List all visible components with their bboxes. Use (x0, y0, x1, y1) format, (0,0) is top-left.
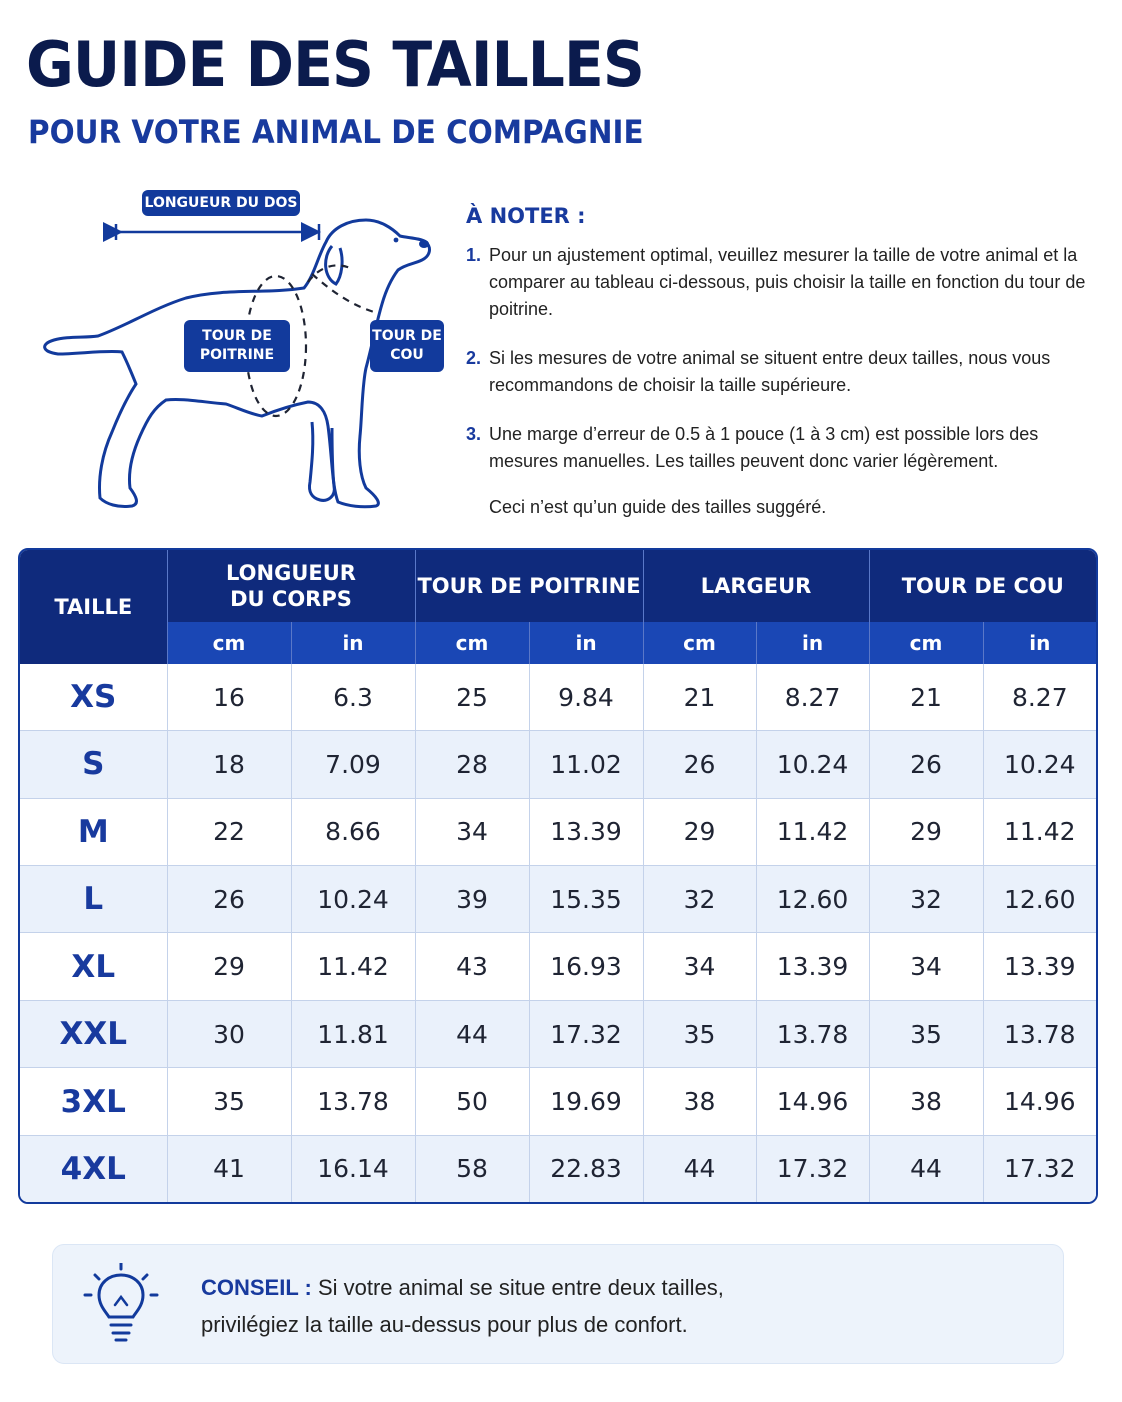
unit-header-cm: cm (167, 622, 291, 664)
measurement-cell: 11.42 (756, 798, 869, 865)
table-row (20, 933, 1096, 1000)
tip-text: CONSEIL : Si votre animal se situe entre deux tailles, privilégiez la taille au-dessus pour plus de confort. (201, 1275, 724, 1337)
measurement-cell: 8.27 (756, 664, 869, 731)
measurement-cell: 29 (869, 798, 983, 865)
measurement-cell: 30 (167, 1000, 291, 1067)
table-row (20, 1135, 1096, 1202)
measurement-cell: 39 (415, 866, 529, 933)
measurement-cell: 16.14 (291, 1135, 415, 1202)
size-cell: XL (20, 933, 167, 1000)
measurement-cell: 34 (643, 933, 756, 1000)
measurement-cell: 14.96 (756, 1068, 869, 1135)
note-item: 1. Pour un ajustement optimal, veuillez mesurer la taille de votre animal et la comparer au tableau ci-dessous, puis choisir la taille en fonction du tour de poitrine. (466, 245, 1086, 319)
measurement-cell: 34 (869, 933, 983, 1000)
measurement-cell: 13.39 (756, 933, 869, 1000)
notes-heading: À NOTER : (466, 204, 586, 228)
measurement-cell: 8.66 (291, 798, 415, 865)
measurement-cell: 19.69 (529, 1068, 643, 1135)
measurement-cell: 17.32 (756, 1135, 869, 1202)
measurement-cell: 11.02 (529, 731, 643, 798)
unit-header-in: in (756, 622, 869, 664)
note-item: 2. Si les mesures de votre animal se situent entre deux tailles, nous vous recommandons de choisir la taille supérieure. (466, 348, 1051, 395)
measurement-cell: 50 (415, 1068, 529, 1135)
measurement-cell: 35 (643, 1000, 756, 1067)
table-row (20, 798, 1096, 865)
unit-header-cm: cm (869, 622, 983, 664)
measurement-cell: 13.39 (529, 798, 643, 865)
measurement-cell: 35 (869, 1000, 983, 1067)
measurement-cell: 58 (415, 1135, 529, 1202)
measurement-cell: 34 (415, 798, 529, 865)
measurement-cell: 13.78 (756, 1000, 869, 1067)
measurement-cell: 17.32 (983, 1135, 1096, 1202)
neck-tag: TOUR DE COU (370, 320, 444, 372)
unit-header-in: in (291, 622, 415, 664)
size-column-header: TAILLE (20, 550, 167, 664)
back-length-tag: LONGUEUR DU DOS (142, 190, 300, 216)
measurement-cell: 9.84 (529, 664, 643, 731)
measurement-cell: 43 (415, 933, 529, 1000)
measurement-cell: 18 (167, 731, 291, 798)
measurement-cell: 13.78 (983, 1000, 1096, 1067)
size-cell: 4XL (20, 1135, 167, 1202)
disclaimer-text: Ceci n’est qu’un guide des tailles suggéré. (489, 497, 827, 517)
table-row (20, 866, 1096, 933)
measurement-cell: 17.32 (529, 1000, 643, 1067)
notes-section (466, 204, 1096, 518)
table-row (20, 1000, 1096, 1067)
measurement-cell: 12.60 (756, 866, 869, 933)
unit-header-cm: cm (415, 622, 529, 664)
tip-box (52, 1244, 1064, 1364)
measurement-cell: 21 (643, 664, 756, 731)
measurement-cell: 26 (869, 731, 983, 798)
measurement-cell: 13.39 (983, 933, 1096, 1000)
measurement-cell: 28 (415, 731, 529, 798)
measurement-cell: 14.96 (983, 1068, 1096, 1135)
measurement-cell: 44 (869, 1135, 983, 1202)
column-group-header: LONGUEUR DU CORPS (167, 550, 415, 622)
measurement-cell: 22 (167, 798, 291, 865)
page-title: GUIDE DES TAILLES (26, 28, 644, 101)
measurement-cell: 41 (167, 1135, 291, 1202)
measurement-cell: 7.09 (291, 731, 415, 798)
table-row (20, 1068, 1096, 1135)
measurement-cell: 11.42 (983, 798, 1096, 865)
measurement-cell: 29 (643, 798, 756, 865)
measurement-cell: 15.35 (529, 866, 643, 933)
measurement-cell: 11.42 (291, 933, 415, 1000)
measurement-cell: 16 (167, 664, 291, 731)
measurement-cell: 26 (167, 866, 291, 933)
measurement-cell: 25 (415, 664, 529, 731)
measurement-cell: 29 (167, 933, 291, 1000)
measurement-cell: 44 (415, 1000, 529, 1067)
note-item: 3. Une marge d’erreur de 0.5 à 1 pouce (1 à 3 cm) est possible lors des mesures manuelles. Les tailles peuvent donc varier légèrement. (466, 424, 1039, 471)
measurement-cell: 10.24 (983, 731, 1096, 798)
size-cell: L (20, 866, 167, 933)
dog-measurement-diagram (36, 186, 456, 516)
size-cell: XXL (20, 1000, 167, 1067)
measurement-cell: 8.27 (983, 664, 1096, 731)
unit-header-cm: cm (643, 622, 756, 664)
measurement-cell: 10.24 (756, 731, 869, 798)
measurement-cell: 44 (643, 1135, 756, 1202)
column-group-header: LARGEUR (643, 550, 869, 622)
column-group-header: TOUR DE COU (869, 550, 1096, 622)
size-table (18, 548, 1098, 1204)
size-cell: XS (20, 664, 167, 731)
measurement-cell: 10.24 (291, 866, 415, 933)
measurement-cell: 38 (869, 1068, 983, 1135)
measurement-cell: 13.78 (291, 1068, 415, 1135)
table-row (20, 664, 1096, 731)
size-cell: 3XL (20, 1068, 167, 1135)
lightbulb-icon (83, 1263, 159, 1347)
chest-tag: TOUR DE POITRINE (184, 320, 290, 372)
unit-header-in: in (529, 622, 643, 664)
tip-label: CONSEIL : (201, 1275, 312, 1300)
measurement-cell: 21 (869, 664, 983, 731)
unit-header-in: in (983, 622, 1096, 664)
measurement-cell: 38 (643, 1068, 756, 1135)
measurement-cell: 35 (167, 1068, 291, 1135)
measurement-cell: 22.83 (529, 1135, 643, 1202)
measurement-cell: 12.60 (983, 866, 1096, 933)
measurement-cell: 16.93 (529, 933, 643, 1000)
measurement-cell: 11.81 (291, 1000, 415, 1067)
measurement-cell: 6.3 (291, 664, 415, 731)
measurement-cell: 32 (869, 866, 983, 933)
size-cell: M (20, 798, 167, 865)
size-cell: S (20, 731, 167, 798)
measurement-cell: 32 (643, 866, 756, 933)
page-subtitle: POUR VOTRE ANIMAL DE COMPAGNIE (28, 113, 644, 151)
measurement-cell: 26 (643, 731, 756, 798)
table-row (20, 731, 1096, 798)
column-group-header: TOUR DE POITRINE (415, 550, 643, 622)
